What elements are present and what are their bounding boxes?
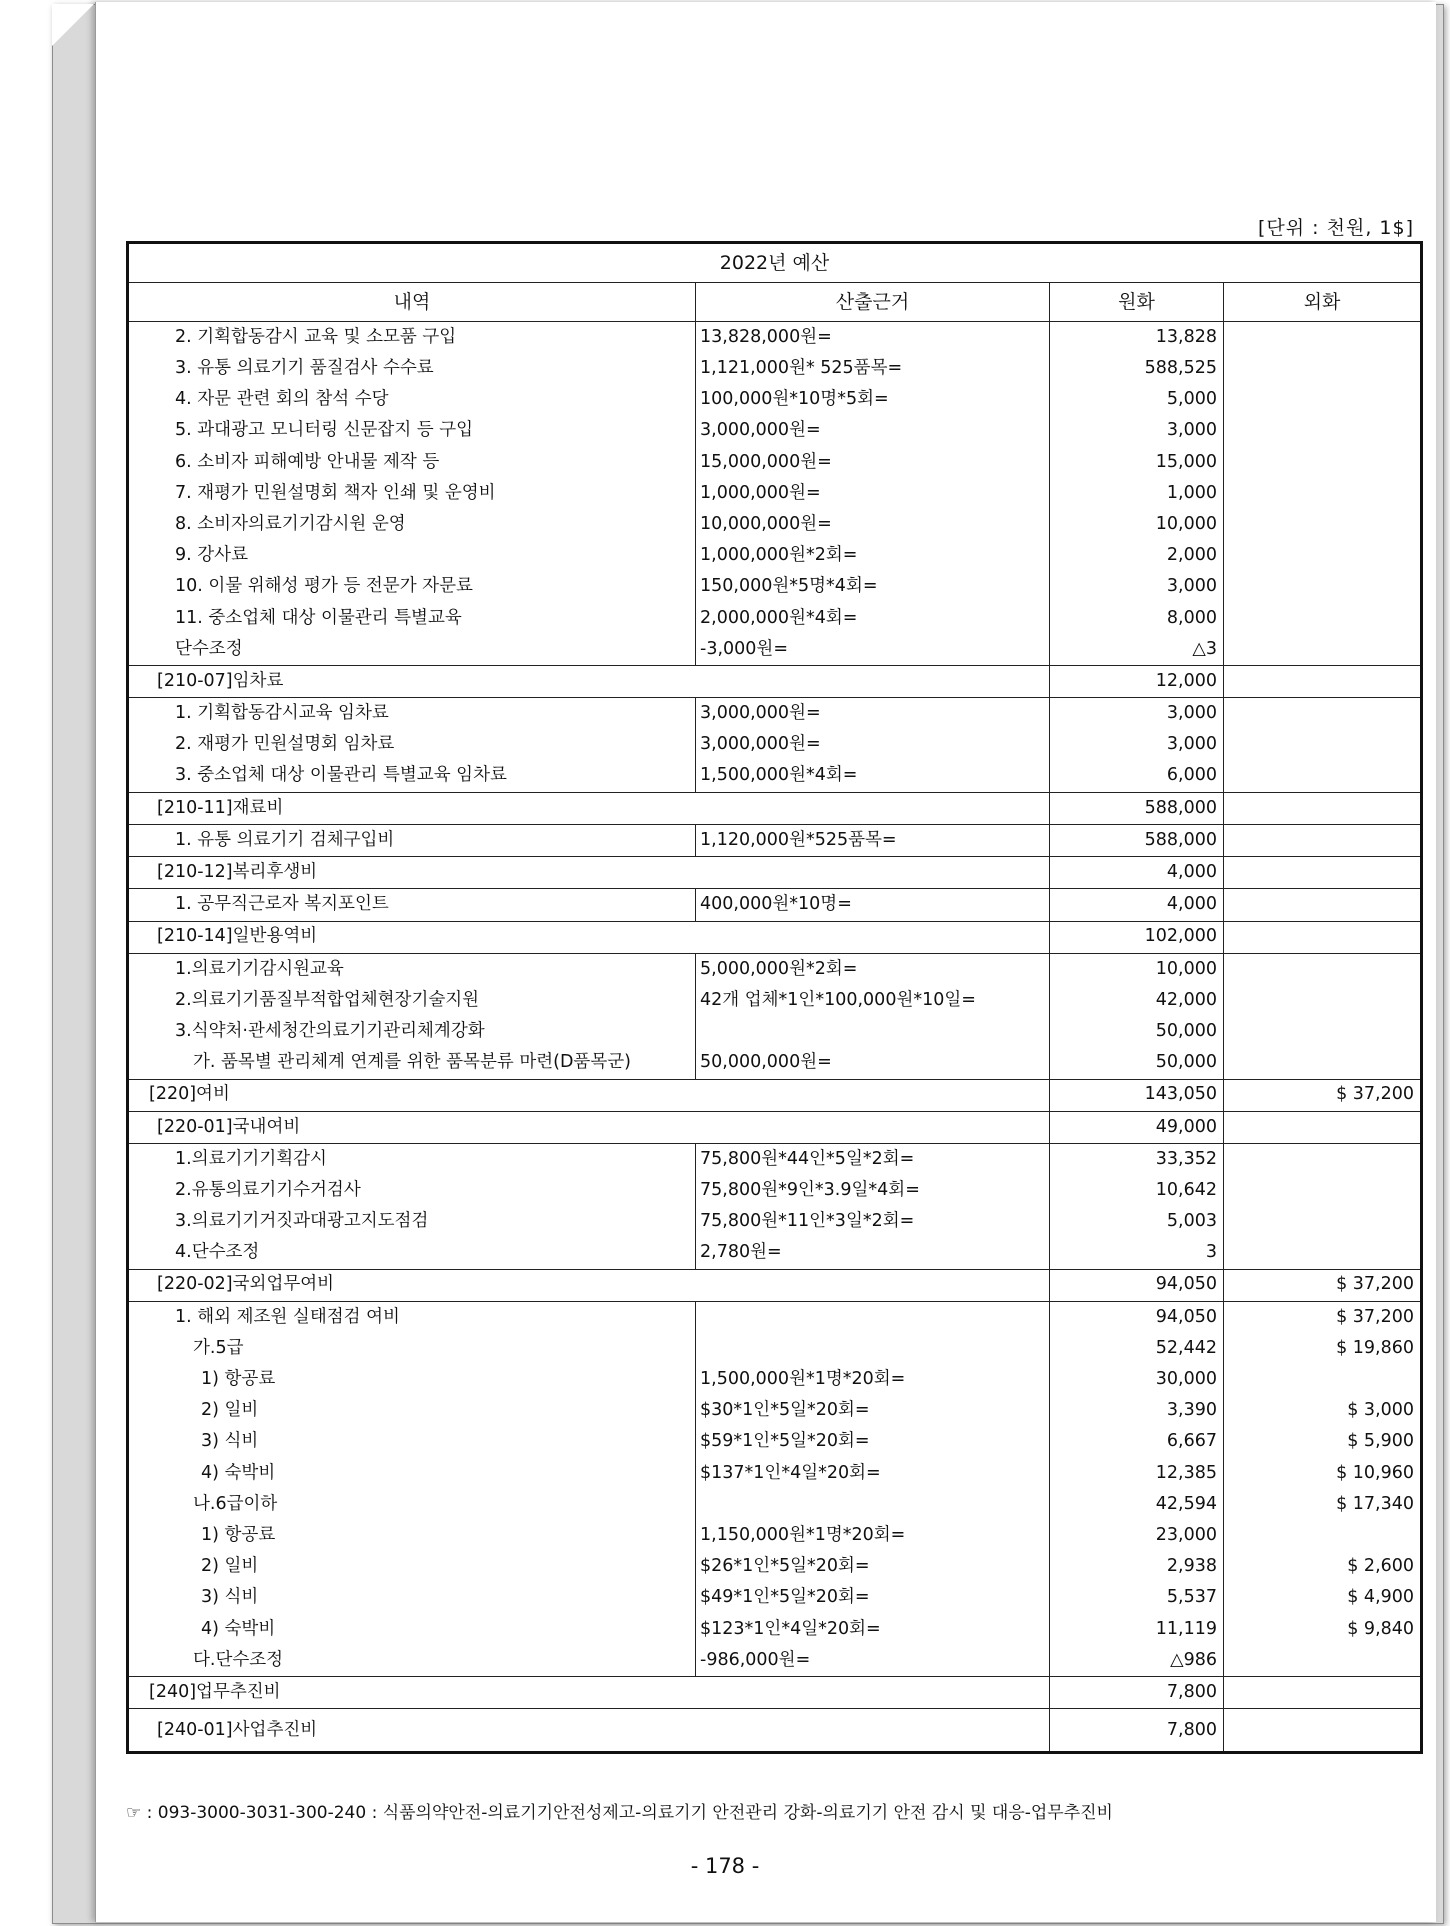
cell-item: 1.의료기기기획감시: [128, 1143, 696, 1175]
cell-item: 가.5급: [128, 1333, 696, 1364]
table-row: [128, 1489, 1422, 1520]
table-row: [128, 1709, 1422, 1753]
cell-fx: [1224, 540, 1422, 571]
cell-basis: [696, 1301, 1050, 1333]
table-row: [128, 1269, 1422, 1301]
table-row: [128, 792, 1422, 824]
cell-fx: [1224, 792, 1422, 824]
cell-basis: 13,828,000원=: [696, 322, 1050, 354]
cell-fx: [1224, 572, 1422, 603]
table-row: [128, 1333, 1422, 1364]
cell-fx: [1224, 509, 1422, 540]
table-row: [128, 1364, 1422, 1395]
cell-fx: [1224, 1645, 1422, 1677]
table-row: [128, 634, 1422, 666]
cell-basis: $30*1인*5일*20회=: [696, 1395, 1050, 1426]
page-number: - 178 -: [690, 1854, 760, 1878]
cell-item: 1. 기획합동감시교육 임차료: [128, 698, 696, 730]
table-row: [128, 1458, 1422, 1489]
cell-fx: [1224, 1111, 1422, 1143]
cell-fx: [1224, 1175, 1422, 1206]
cell-item: [210-11]재료비: [128, 792, 1050, 824]
cell-krw: 1,000: [1050, 478, 1224, 509]
cell-fx: $ 9,840: [1224, 1614, 1422, 1645]
cell-krw: 6,667: [1050, 1427, 1224, 1458]
cell-item: 3. 중소업체 대상 이물관리 특별교육 임차료: [128, 761, 696, 793]
cell-krw: 10,642: [1050, 1175, 1224, 1206]
cell-item: 1. 공무직근로자 복지포인트: [128, 889, 696, 921]
cell-item: 1.의료기기감시원교육: [128, 953, 696, 985]
cell-fx: $ 4,900: [1224, 1583, 1422, 1614]
table-row: [128, 1677, 1422, 1709]
header-item: 내역: [128, 283, 696, 322]
table-row: [128, 478, 1422, 509]
cell-fx: [1224, 1206, 1422, 1237]
cell-krw: 6,000: [1050, 761, 1224, 793]
cell-krw: 2,000: [1050, 540, 1224, 571]
table-body: [128, 322, 1422, 1753]
table-row: [128, 857, 1422, 889]
cell-krw: 42,594: [1050, 1489, 1224, 1520]
cell-item: 5. 과대광고 모니터링 신문잡지 등 구입: [128, 416, 696, 447]
cell-item: 1. 해외 제조원 실태점검 여비: [128, 1301, 696, 1333]
cell-item: 8. 소비자의료기기감시원 운영: [128, 509, 696, 540]
cell-basis: 1,150,000원*1명*20회=: [696, 1520, 1050, 1551]
cell-krw: 7,800: [1050, 1709, 1224, 1753]
cell-item: [210-12]복리후생비: [128, 857, 1050, 889]
cell-basis: [696, 1016, 1050, 1047]
cell-basis: 400,000원*10명=: [696, 889, 1050, 921]
cell-basis: $26*1인*5일*20회=: [696, 1551, 1050, 1582]
cell-item: 7. 재평가 민원설명회 책자 인쇄 및 운영비: [128, 478, 696, 509]
table-row: [128, 322, 1422, 354]
table-row: [128, 985, 1422, 1016]
table-row: [128, 1551, 1422, 1582]
cell-basis: 3,000,000원=: [696, 416, 1050, 447]
cell-basis: 100,000원*10명*5회=: [696, 384, 1050, 415]
table-row: [128, 447, 1422, 478]
table-row: [128, 1301, 1422, 1333]
cell-fx: [1224, 1709, 1422, 1753]
cell-krw: 5,003: [1050, 1206, 1224, 1237]
cell-basis: 150,000원*5명*4회=: [696, 572, 1050, 603]
table-title: 2022년 예산: [128, 243, 1422, 283]
table-row: [128, 729, 1422, 760]
table-row: [128, 889, 1422, 921]
cell-krw: 588,000: [1050, 792, 1224, 824]
cell-fx: [1224, 889, 1422, 921]
cell-item: 다.단수조정: [128, 1645, 696, 1677]
cell-basis: 1,121,000원* 525품목=: [696, 353, 1050, 384]
cell-basis: 1,500,000원*4회=: [696, 761, 1050, 793]
cell-krw: 143,050: [1050, 1079, 1224, 1111]
cell-fx: [1224, 1047, 1422, 1079]
cell-basis: 1,500,000원*1명*20회=: [696, 1364, 1050, 1395]
cell-item: 10. 이물 위해성 평가 등 전문가 자문료: [128, 572, 696, 603]
cell-item: 3. 유통 의료기기 품질검사 수수료: [128, 353, 696, 384]
table-row: [128, 1645, 1422, 1677]
footnote: ☞ : 093-3000-3031-300-240 : 식품의약안전-의료기기안전성제고-의료기기 안전관리 강화-의료기기 안전 감시 및 대응-업무추진비: [126, 1803, 1113, 1823]
cell-krw: 3,000: [1050, 729, 1224, 760]
cell-item: 3) 식비: [128, 1583, 696, 1614]
cell-fx: [1224, 953, 1422, 985]
cell-item: 3) 식비: [128, 1427, 696, 1458]
table-row: [128, 825, 1422, 857]
cell-fx: [1224, 416, 1422, 447]
cell-basis: $123*1인*4일*20회=: [696, 1614, 1050, 1645]
table-row: [128, 353, 1422, 384]
cell-fx: [1224, 1364, 1422, 1395]
cell-fx: [1224, 985, 1422, 1016]
table-row: [128, 1175, 1422, 1206]
cell-fx: [1224, 322, 1422, 354]
cell-krw: 3,390: [1050, 1395, 1224, 1426]
cell-basis: 3,000,000원=: [696, 729, 1050, 760]
cell-krw: 30,000: [1050, 1364, 1224, 1395]
cell-krw: 4,000: [1050, 857, 1224, 889]
table-row: [128, 1427, 1422, 1458]
cell-fx: [1224, 761, 1422, 793]
cell-fx: [1224, 603, 1422, 634]
table-row: [128, 761, 1422, 793]
header-basis: 산출근거: [696, 283, 1050, 322]
cell-fx: [1224, 666, 1422, 698]
cell-fx: [1224, 384, 1422, 415]
header-krw: 원화: [1050, 283, 1224, 322]
cell-krw: 94,050: [1050, 1301, 1224, 1333]
cell-krw: 15,000: [1050, 447, 1224, 478]
cell-krw: 52,442: [1050, 1333, 1224, 1364]
cell-krw: 33,352: [1050, 1143, 1224, 1175]
cell-krw: 7,800: [1050, 1677, 1224, 1709]
cell-fx: [1224, 1520, 1422, 1551]
cell-item: [240]업무추진비: [128, 1677, 1050, 1709]
cell-krw: △3: [1050, 634, 1224, 666]
cell-fx: $ 5,900: [1224, 1427, 1422, 1458]
cell-item: 1) 항공료: [128, 1520, 696, 1551]
cell-basis: 1,000,000원=: [696, 478, 1050, 509]
cell-basis: 3,000,000원=: [696, 698, 1050, 730]
table-row: [128, 953, 1422, 985]
cell-fx: $ 10,960: [1224, 1458, 1422, 1489]
cell-basis: $137*1인*4일*20회=: [696, 1458, 1050, 1489]
cell-item: 6. 소비자 피해예방 안내물 제작 등: [128, 447, 696, 478]
cell-item: 2) 일비: [128, 1395, 696, 1426]
cell-item: [210-14]일반용역비: [128, 921, 1050, 953]
cell-fx: [1224, 447, 1422, 478]
cell-item: 4) 숙박비: [128, 1614, 696, 1645]
table-row: [128, 1047, 1422, 1079]
cell-krw: 49,000: [1050, 1111, 1224, 1143]
cell-basis: 75,800원*11인*3일*2회=: [696, 1206, 1050, 1237]
cell-item: 가. 품목별 관리체계 연계를 위한 품목분류 마련(D품목군): [128, 1047, 696, 1079]
cell-item: 1. 유통 의료기기 검체구입비: [128, 825, 696, 857]
cell-fx: [1224, 1143, 1422, 1175]
table-row: [128, 1079, 1422, 1111]
table-row: [128, 698, 1422, 730]
cell-fx: $ 37,200: [1224, 1079, 1422, 1111]
cell-fx: $ 37,200: [1224, 1301, 1422, 1333]
table-row: [128, 1520, 1422, 1551]
cell-fx: $ 17,340: [1224, 1489, 1422, 1520]
cell-fx: [1224, 1677, 1422, 1709]
table-row: [128, 1206, 1422, 1237]
cell-item: 4.단수조정: [128, 1237, 696, 1269]
cell-item: 단수조정: [128, 634, 696, 666]
cell-item: 나.6급이하: [128, 1489, 696, 1520]
cell-basis: -986,000원=: [696, 1645, 1050, 1677]
cell-krw: 102,000: [1050, 921, 1224, 953]
cell-krw: 3: [1050, 1237, 1224, 1269]
cell-krw: 12,385: [1050, 1458, 1224, 1489]
cell-fx: [1224, 1237, 1422, 1269]
cell-basis: 1,120,000원*525품목=: [696, 825, 1050, 857]
table-row: [128, 921, 1422, 953]
cell-krw: 94,050: [1050, 1269, 1224, 1301]
cell-krw: 42,000: [1050, 985, 1224, 1016]
table-row: [128, 1143, 1422, 1175]
cell-item: 4) 숙박비: [128, 1458, 696, 1489]
cell-krw: 2,938: [1050, 1551, 1224, 1582]
cell-krw: 10,000: [1050, 509, 1224, 540]
cell-fx: [1224, 1016, 1422, 1047]
cell-item: 9. 강사료: [128, 540, 696, 571]
cell-krw: 4,000: [1050, 889, 1224, 921]
cell-fx: $ 2,600: [1224, 1551, 1422, 1582]
table-row: [128, 509, 1422, 540]
cell-item: [220-01]국내여비: [128, 1111, 1050, 1143]
cell-basis: 10,000,000원=: [696, 509, 1050, 540]
cell-krw: 23,000: [1050, 1520, 1224, 1551]
cell-basis: [696, 1489, 1050, 1520]
table-row: [128, 572, 1422, 603]
cell-krw: 12,000: [1050, 666, 1224, 698]
table-row: [128, 1237, 1422, 1269]
cell-fx: [1224, 729, 1422, 760]
cell-basis: 1,000,000원*2회=: [696, 540, 1050, 571]
cell-krw: 3,000: [1050, 572, 1224, 603]
cell-krw: 5,000: [1050, 384, 1224, 415]
page-corner-curl: [52, 4, 94, 46]
cell-basis: 2,000,000원*4회=: [696, 603, 1050, 634]
cell-basis: 75,800원*44인*5일*2회=: [696, 1143, 1050, 1175]
header-fx: 외화: [1224, 283, 1422, 322]
cell-item: 3.식약처·관세청간의료기기관리체계강화: [128, 1016, 696, 1047]
cell-item: [210-07]임차료: [128, 666, 1050, 698]
cell-basis: $49*1인*5일*20회=: [696, 1583, 1050, 1614]
cell-krw: 3,000: [1050, 698, 1224, 730]
cell-item: 2.의료기기품질부적합업체현장기술지원: [128, 985, 696, 1016]
table-row: [128, 1395, 1422, 1426]
cell-basis: 42개 업체*1인*100,000원*10일=: [696, 985, 1050, 1016]
cell-item: 2. 기획합동감시 교육 및 소모품 구입: [128, 322, 696, 354]
cell-item: 2) 일비: [128, 1551, 696, 1582]
cell-item: 2.유통의료기기수거검사: [128, 1175, 696, 1206]
table-row: [128, 666, 1422, 698]
cell-basis: 50,000,000원=: [696, 1047, 1050, 1079]
cell-fx: [1224, 698, 1422, 730]
table-row: [128, 540, 1422, 571]
cell-basis: $59*1인*5일*20회=: [696, 1427, 1050, 1458]
cell-fx: [1224, 353, 1422, 384]
cell-item: [240-01]사업추진비: [128, 1709, 1050, 1753]
cell-basis: 5,000,000원*2회=: [696, 953, 1050, 985]
cell-basis: -3,000원=: [696, 634, 1050, 666]
table-row: [128, 1583, 1422, 1614]
cell-basis: [696, 1333, 1050, 1364]
table-row: [128, 384, 1422, 415]
cell-item: 2. 재평가 민원설명회 임차료: [128, 729, 696, 760]
table-row: [128, 416, 1422, 447]
unit-note: [단위 : 천원, 1$]: [1258, 217, 1414, 239]
cell-krw: 50,000: [1050, 1047, 1224, 1079]
cell-basis: 2,780원=: [696, 1237, 1050, 1269]
cell-fx: [1224, 634, 1422, 666]
cell-krw: 5,537: [1050, 1583, 1224, 1614]
cell-fx: $ 19,860: [1224, 1333, 1422, 1364]
cell-item: 4. 자문 관련 회의 참석 수당: [128, 384, 696, 415]
cell-krw: 588,525: [1050, 353, 1224, 384]
cell-krw: 3,000: [1050, 416, 1224, 447]
cell-item: [220]여비: [128, 1079, 1050, 1111]
cell-fx: [1224, 921, 1422, 953]
cell-krw: 8,000: [1050, 603, 1224, 634]
cell-fx: [1224, 478, 1422, 509]
cell-basis: 75,800원*9인*3.9일*4회=: [696, 1175, 1050, 1206]
cell-item: 11. 중소업체 대상 이물관리 특별교육: [128, 603, 696, 634]
cell-krw: 10,000: [1050, 953, 1224, 985]
cell-krw: 13,828: [1050, 322, 1224, 354]
table-row: [128, 1111, 1422, 1143]
cell-fx: [1224, 857, 1422, 889]
cell-basis: 15,000,000원=: [696, 447, 1050, 478]
cell-item: [220-02]국외업무여비: [128, 1269, 1050, 1301]
cell-item: 3.의료기기거짓과대광고지도점검: [128, 1206, 696, 1237]
table-row: [128, 1614, 1422, 1645]
budget-table: [126, 241, 1423, 1754]
cell-krw: 588,000: [1050, 825, 1224, 857]
cell-krw: 11,119: [1050, 1614, 1224, 1645]
cell-krw: 50,000: [1050, 1016, 1224, 1047]
cell-fx: [1224, 825, 1422, 857]
cell-fx: $ 3,000: [1224, 1395, 1422, 1426]
cell-krw: △986: [1050, 1645, 1224, 1677]
cell-fx: $ 37,200: [1224, 1269, 1422, 1301]
cell-item: 1) 항공료: [128, 1364, 696, 1395]
table-row: [128, 1016, 1422, 1047]
table-row: [128, 603, 1422, 634]
